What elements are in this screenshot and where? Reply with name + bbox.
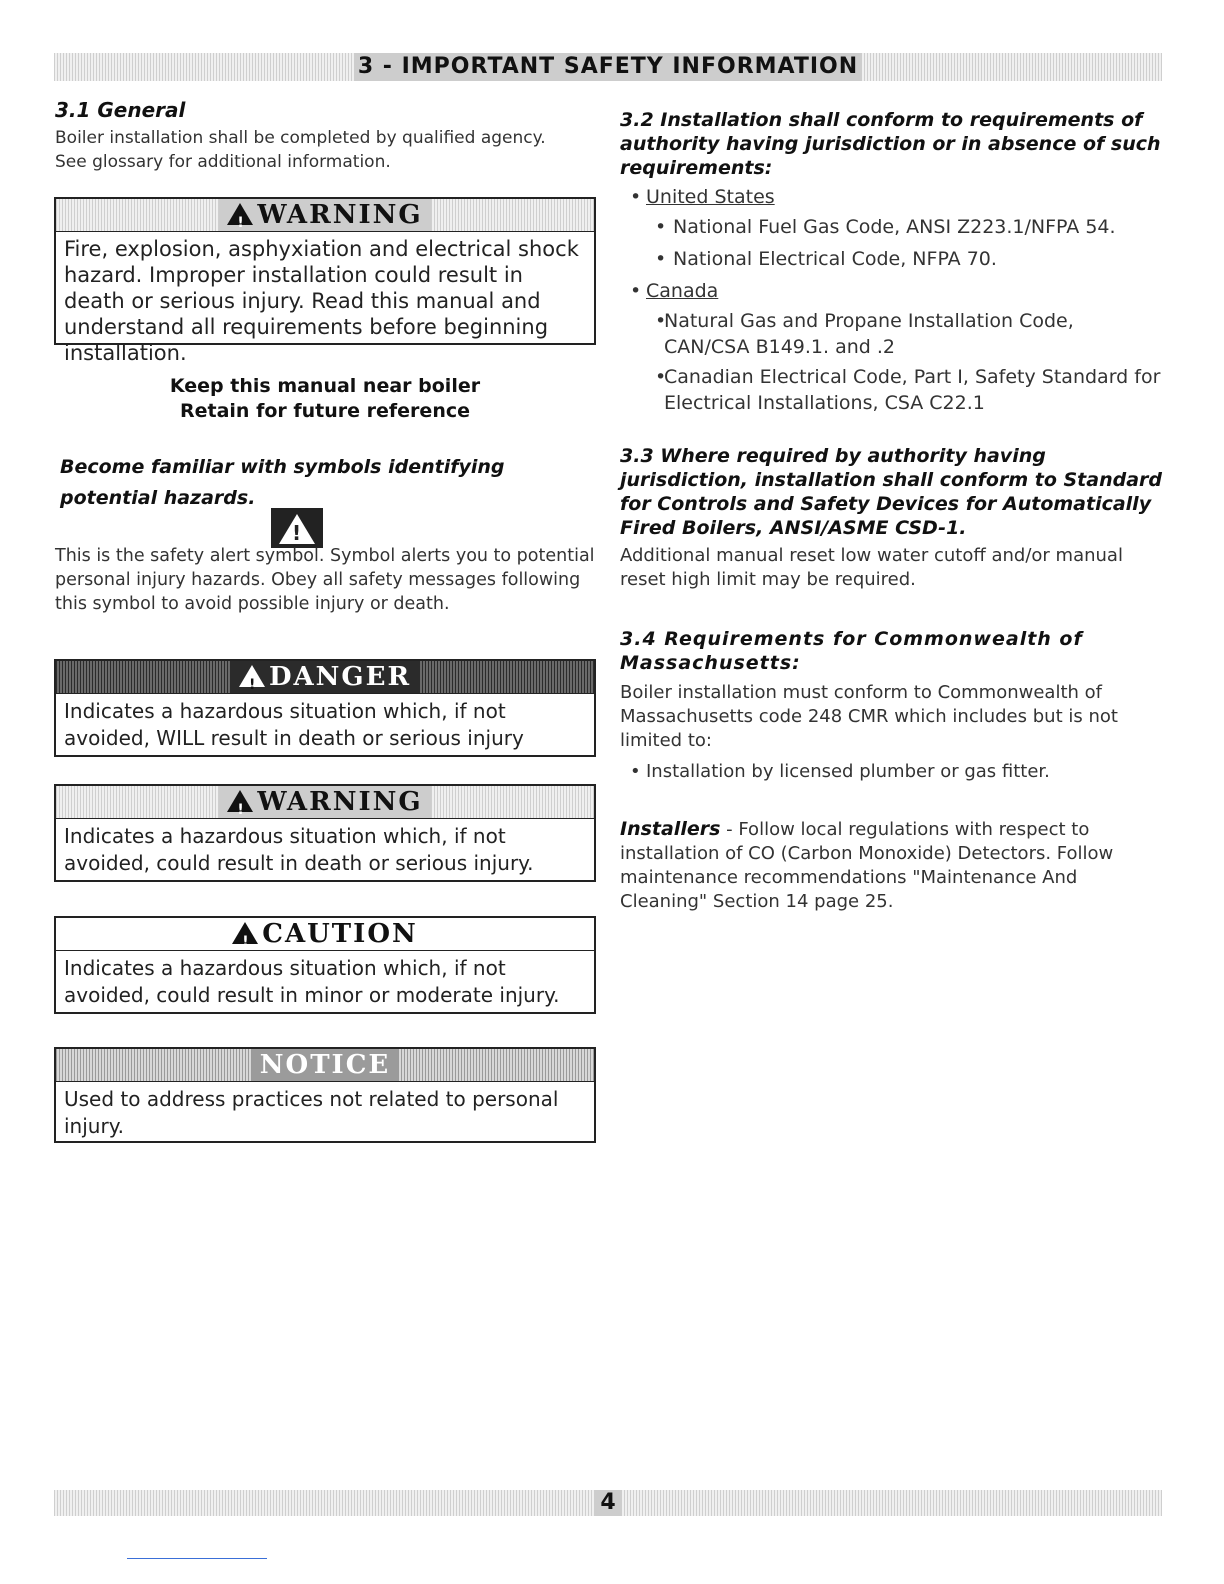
caution-bar (56, 918, 594, 951)
warning-box-definition (54, 784, 596, 882)
installers-note (620, 817, 1150, 914)
keep-line-1: Keep this manual near boiler (169, 375, 481, 397)
section-title: 3 - IMPORTANT SAFETY INFORMATION (354, 53, 862, 81)
s31-heading: 3.1 General (55, 98, 186, 122)
keep-manual-note (55, 374, 595, 424)
caution-triangle-icon (232, 922, 258, 944)
familiar-heading (60, 452, 600, 514)
danger-label: DANGER (268, 662, 412, 692)
list-item (620, 278, 1165, 304)
warning-triangle-icon-2 (227, 790, 253, 812)
warning-text-2: Indicates a hazardous situation which, if not avoided, could result in death or serious injury. (64, 824, 534, 875)
danger-box (54, 659, 596, 757)
safety-alert-symbol-icon: ! (271, 508, 323, 548)
s33-heading: 3.3 Where required by authority having jurisdiction, installation shall conform to Standard for Controls and Safety Devices for Automatically Fired Boilers, ANSI/ASME CSD-1. (620, 445, 1163, 539)
installers-label: Installers (620, 818, 721, 840)
canada-label: Canada (646, 280, 719, 302)
warning-label: WARNING (257, 200, 423, 230)
notice-label: NOTICE (252, 1049, 398, 1081)
installers-text: - Follow local regulations with respect to installation of CO (Carbon Monoxide) Detectors. Follow maintenance recommendations "Maintenance And Cleaning" Section 14 page 25. (620, 819, 1114, 912)
page-number: 4 (594, 1490, 621, 1516)
warning-box-general (54, 197, 596, 365)
list-item (620, 184, 1165, 210)
s31-text-line-2: See glossary for additional information. (55, 152, 391, 172)
list-item: • Canadian Electrical Code, Part I, Safety Standard for Electrical Installations, CSA C22.1 (620, 364, 1165, 416)
section-3-1 (55, 98, 595, 174)
list-item: • Installation by licensed plumber or gas fitter. (620, 759, 1165, 785)
s34-list (620, 759, 1165, 785)
keep-line-2: Retain for future reference (180, 400, 470, 422)
familiar-heading-line-1: Become familiar with symbols identifying (60, 456, 505, 478)
section-3-2 (620, 108, 1165, 416)
list-item: • National Fuel Gas Code, ANSI Z223.1/NFPA 54. (620, 214, 1165, 240)
warning-bar-2 (56, 786, 594, 819)
s34-text: Boiler installation must conform to Commonwealth of Massachusetts code 248 CMR which includes but is not limited to: (620, 682, 1118, 751)
s32-heading: 3.2 Installation shall conform to requirements of authority having jurisdiction or in absence of such requirements: (620, 109, 1161, 179)
notice-bar (56, 1049, 594, 1082)
caution-label: CAUTION (262, 919, 418, 949)
symbol-description: This is the safety alert symbol. Symbol alerts you to potential personal injury hazards. Obey all safety messages following this symbol to avoid possible injury or death. (55, 546, 595, 614)
warning-triangle-icon (227, 203, 253, 225)
list-item: • Natural Gas and Propane Installation Code, CAN/CSA B149.1. and .2 (620, 308, 1165, 360)
s31-text-line-1: Boiler installation shall be completed by qualified agency. (55, 128, 546, 148)
notice-box (54, 1047, 596, 1143)
s33-text: Additional manual reset low water cutoff and/or manual reset high limit may be required. (620, 545, 1123, 590)
section-3-4 (620, 627, 1165, 785)
us-label: United States (646, 186, 775, 208)
danger-text: Indicates a hazardous situation which, if not avoided, WILL result in death or serious injury (64, 699, 524, 750)
section-header-band (54, 53, 1162, 81)
footer-band (54, 1490, 1162, 1516)
warning-bar (56, 199, 594, 232)
familiar-heading-line-2: potential hazards. (60, 487, 256, 509)
caution-box (54, 916, 596, 1014)
caution-text: Indicates a hazardous situation which, if not avoided, could result in minor or moderate injury. (64, 956, 560, 1007)
section-3-3 (620, 444, 1165, 592)
s34-heading: 3.4 Requirements for Commonwealth of Massachusetts: (620, 628, 1083, 674)
jurisdiction-list (620, 184, 1165, 416)
danger-triangle-icon (239, 665, 265, 687)
warning-text: Fire, explosion, asphyxiation and electrical shock hazard. Improper installation could result in death or serious injury. Read this manual and understand all requirements before beginning installation. (64, 237, 579, 365)
footer-divider (127, 1558, 267, 1559)
danger-bar (56, 661, 594, 694)
notice-text: Used to address practices not related to personal injury. (64, 1087, 559, 1138)
list-item: • National Electrical Code, NFPA 70. (620, 246, 1165, 272)
warning-label-2: WARNING (257, 787, 423, 817)
